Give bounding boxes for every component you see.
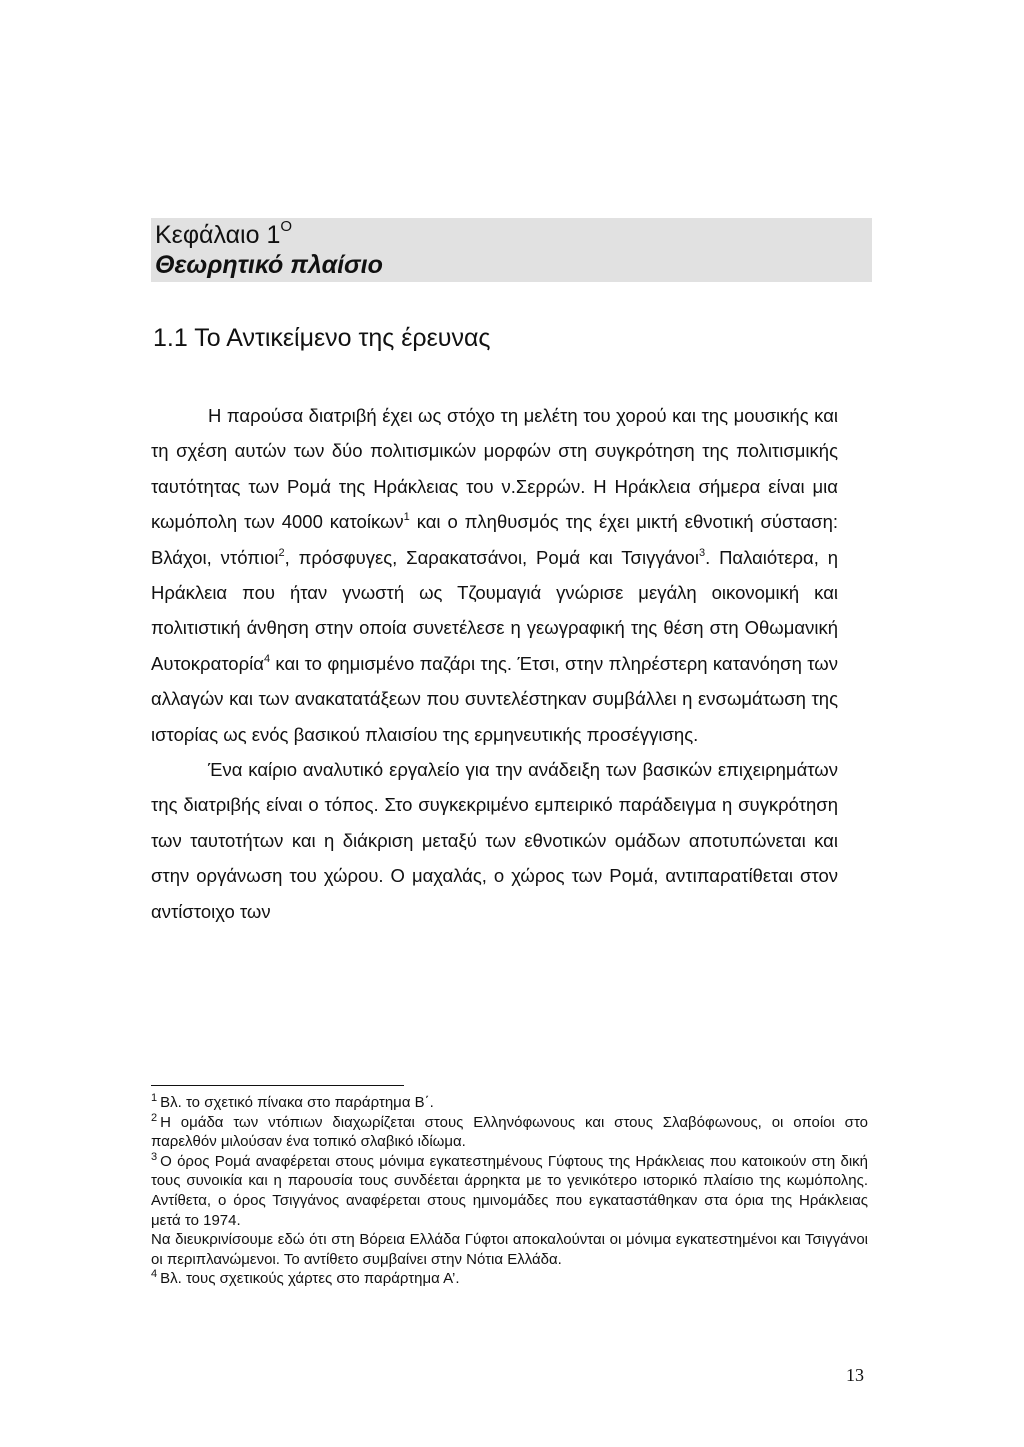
footnote-ref-2: 2	[278, 546, 285, 559]
footnote-ref-4: 4	[263, 652, 271, 665]
chapter-title-text: Κεφάλαιο 1	[155, 221, 281, 249]
paragraph-1-part-5: και το φημισμένο παζάρι της. Έτσι, στην πληρέστερη κατανόηση των αλλαγών και των ανακατατάξεων που συντελέστηκαν συμβάλλει η ενσωμάτωση της ιστορίας ως ενός βασικού πλαισίου της ερμηνευτικής προσέγγισης.	[151, 652, 838, 745]
page-number: 13	[846, 1365, 864, 1385]
footnote-3-continuation: Να διευκρινίσουμε εδώ ότι στη Βόρεια Ελλάδα Γύφτοι αποκαλούνται οι μόνιμα εγκατεστημένοι και Τσιγγάνοι οι περιπλανώμενοι. Το αντίθετο συμβαίνει στην Νότια Ελλάδα.	[151, 1231, 868, 1268]
footnote-text: Η ομάδα των ντόπιων διαχωρίζεται στους Ελληνόφωνους και στους Σλαβόφωνους, οι οποίοι στο παρελθόν μιλούσαν ένα τοπικό σλαβικό ιδίωμα.	[151, 1113, 868, 1151]
body-text	[151, 398, 838, 929]
paragraph-1	[151, 398, 838, 752]
paragraph-1-part-1: Η παρούσα διατριβή έχει ως στόχο τη μελέτη του χορού και της μουσικής και τη σχέση αυτών των δύο πολιτισμικών μορφών στη συγκρότηση της πολιτισμικής ταυτότητας των Ρομά της Ηράκλειας του ν.Σερρών. Η Ηράκλεια σήμερα είναι μια κωμόπολη των 4000 κατοίκων	[151, 405, 838, 533]
footnote-number: 3	[151, 1150, 158, 1163]
footnote-number: 1	[151, 1092, 158, 1104]
footnote-3	[151, 1152, 868, 1230]
paragraph-2: Ένα καίριο αναλυτικό εργαλείο για την ανάδειξη των βασικών επιχειρημάτων της διατριβής είναι ο τόπος. Στο συγκεκριμένο εμπειρικό παράδειγμα η συγκρότηση των ταυτοτήτων και η διάκριση μεταξύ των εθνοτικών ομάδων αποτυπώνεται και στην οργάνωση του χώρου. Ο μαχαλάς, ο χώρος των Ρομά, αντιπαρατίθεται στον αντίστοιχο των	[151, 759, 838, 922]
footnotes	[151, 1093, 868, 1289]
footnote-1	[151, 1093, 868, 1113]
footnote-ref-1: 1	[403, 511, 410, 524]
paragraph-1-part-2: και ο πληθυσμός της έχει μικτή εθνοτική σύσταση: Βλάχοι, ντόπιοι	[151, 511, 838, 568]
chapter-subtitle: Θεωρητικό πλαίσιο	[155, 251, 383, 279]
chapter-title	[155, 220, 872, 250]
chapter-header-box	[151, 218, 872, 282]
footnote-text: Βλ. τους σχετικούς χάρτες στο παράρτημα Α’.	[160, 1270, 460, 1288]
footnote-number: 4	[151, 1268, 158, 1281]
footnote-number: 2	[151, 1111, 158, 1124]
paragraph-1-part-3: , πρόσφυγες, Σαρακατσάνοι, Ρομά και Τσιγγάνοι	[284, 546, 699, 568]
footnote-4	[151, 1269, 868, 1289]
footnote-ref-3: 3	[698, 546, 706, 559]
section-heading: 1.1 Το Αντικείμενο της έρευνας	[153, 324, 491, 352]
footnote-2	[151, 1113, 868, 1152]
chapter-title-superscript: Ο	[280, 218, 293, 235]
footnote-separator	[151, 1085, 404, 1086]
paragraph-1-part-4: . Παλαιότερα, η Ηράκλεια που ήταν γνωστή ως Τζουμαγιά γνώρισε μεγάλη οικονομική και πολιτιστική άνθηση στην οποία συνετέλεσε η γεωγραφική της θέση στη Οθωμανική Αυτοκρατορία	[151, 546, 839, 674]
footnote-text: Βλ. το σχετικό πίνακα στο παράρτημα Β΄.	[160, 1094, 434, 1111]
footnote-text: Ο όρος Ρομά αναφέρεται στους μόνιμα εγκατεστημένους Γύφτους της Ηράκλειας που κατοικούν στη δική τους συνοικία και η παρουσία τους συνδέεται άρρηκτα με το γενικότερο ιστορικό πλαίσιο της κωμόπολης. Αντίθετα, ο όρος Τσιγγάνος αναφέρεται στους ημινομάδες που εγκαταστάθηκαν στα όρια της Ηράκλειας μετά το 1974.	[151, 1152, 868, 1229]
